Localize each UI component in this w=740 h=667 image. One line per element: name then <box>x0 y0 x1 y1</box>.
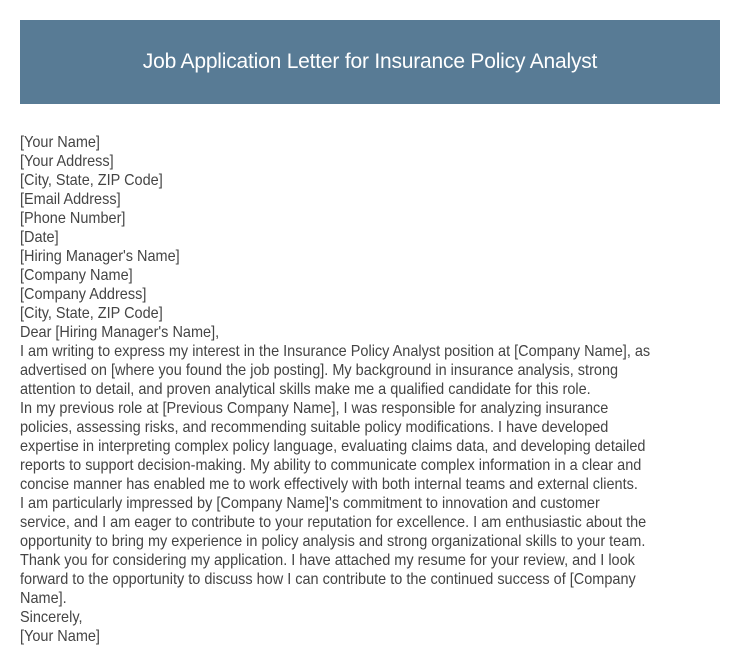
body-line: In my previous role at [Previous Company Name], I was responsible for analyzing insurance <box>20 400 609 417</box>
sender-name: [Your Name] <box>20 134 100 151</box>
recipient-name: [Hiring Manager's Name] <box>20 248 180 265</box>
body-line: policies, assessing risks, and recommending suitable policy modifications. I have developed <box>20 419 609 436</box>
body-line: expertise in interpreting complex policy language, evaluating claims data, and developing detailed <box>20 438 646 455</box>
body-line: forward to the opportunity to discuss how I can contribute to the continued success of [Company <box>20 571 636 588</box>
body-line: reports to support decision-making. My ability to communicate complex information in a clear and <box>20 457 642 474</box>
closing: Sincerely, <box>20 609 83 626</box>
body-line: advertised on [where you found the job posting]. My background in insurance analysis, strong <box>20 362 619 379</box>
body-line: service, and I am eager to contribute to your reputation for excellence. I am enthusiastic about the <box>20 514 647 531</box>
recipient-city-state-zip: [City, State, ZIP Code] <box>20 305 163 322</box>
body-line: Name]. <box>20 590 67 607</box>
letter-body <box>20 133 740 646</box>
body-line: I am writing to express my interest in the Insurance Policy Analyst position at [Company Name], as <box>20 343 651 360</box>
sender-email: [Email Address] <box>20 191 121 208</box>
body-line: concise manner has enabled me to work effectively with both internal teams and external clients. <box>20 476 638 493</box>
recipient-address: [Company Address] <box>20 286 147 303</box>
signature: [Your Name] <box>20 628 100 645</box>
salutation: Dear [Hiring Manager's Name], <box>20 324 220 341</box>
body-line: attention to detail, and proven analytical skills make me a qualified candidate for this role. <box>20 381 591 398</box>
page-header <box>20 20 720 104</box>
body-line: I am particularly impressed by [Company Name]'s commitment to innovation and customer <box>20 495 600 512</box>
sender-phone: [Phone Number] <box>20 210 126 227</box>
body-line: Thank you for considering my application. I have attached my resume for your review, and I look <box>20 552 635 569</box>
letter-date: [Date] <box>20 229 59 246</box>
sender-city-state-zip: [City, State, ZIP Code] <box>20 172 163 189</box>
sender-address: [Your Address] <box>20 153 114 170</box>
recipient-company: [Company Name] <box>20 267 133 284</box>
body-line: opportunity to bring my experience in policy analysis and strong organizational skills to your team. <box>20 533 646 550</box>
page-title: Job Application Letter for Insurance Policy Analyst <box>142 50 598 73</box>
